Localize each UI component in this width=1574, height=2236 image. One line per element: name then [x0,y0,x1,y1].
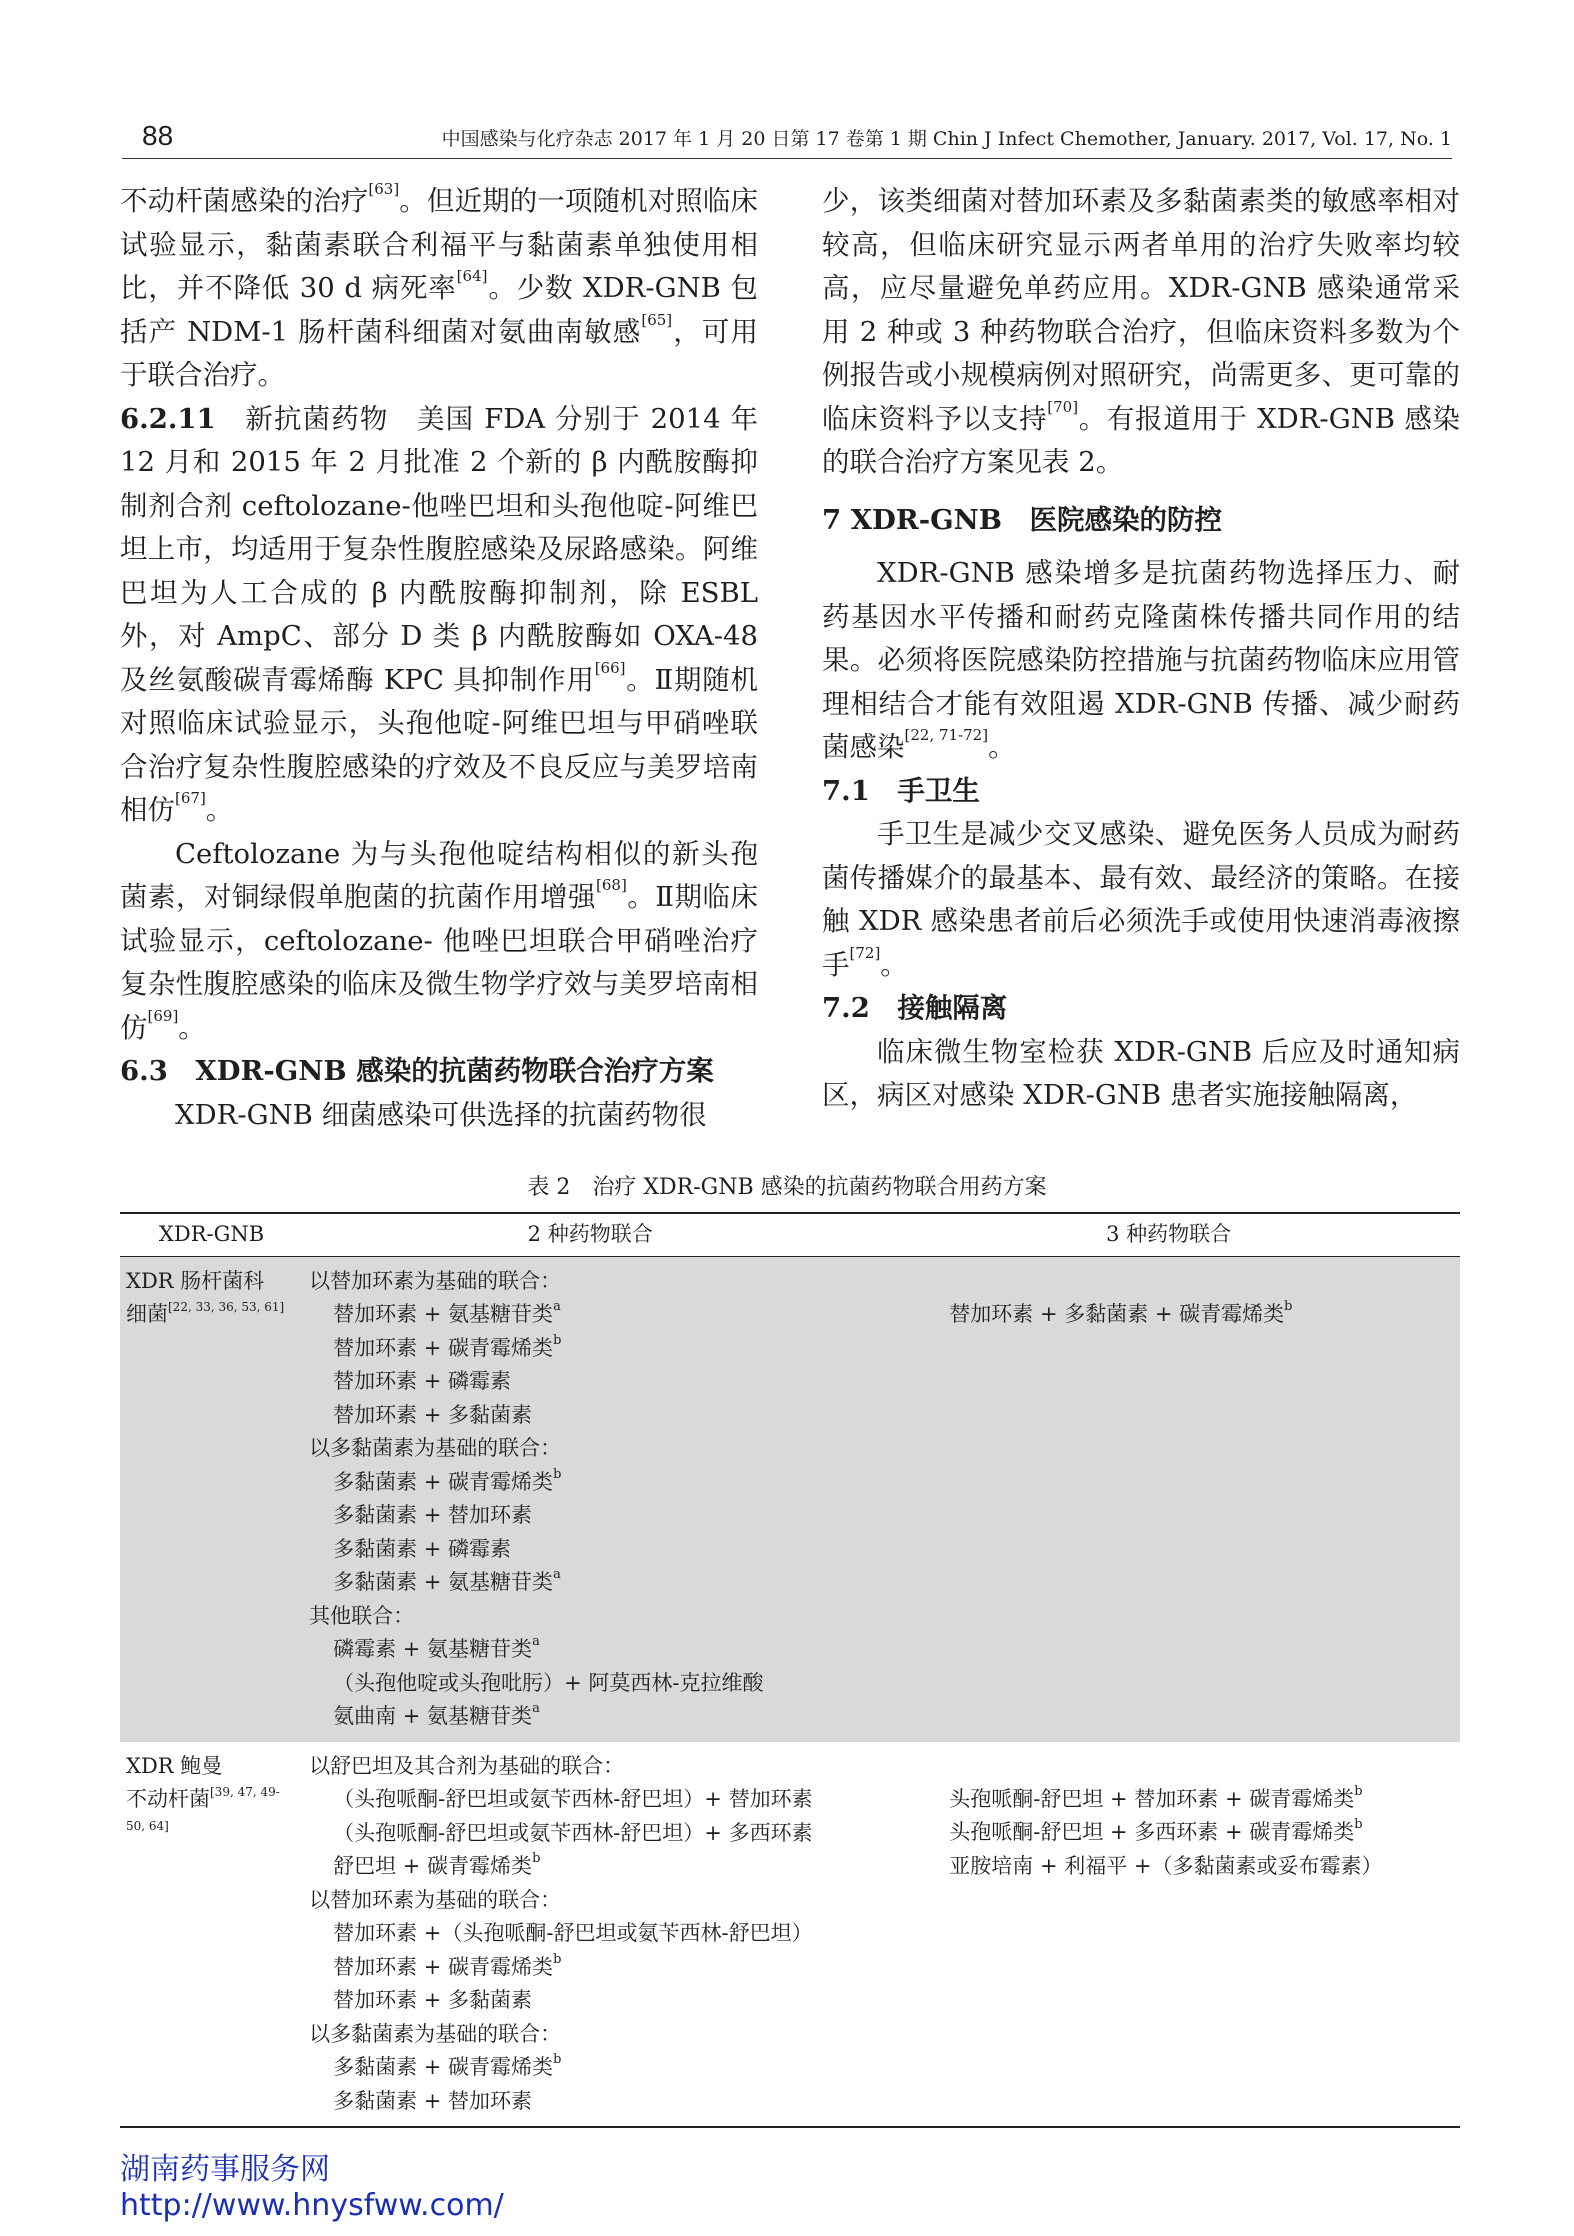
table-caption: 表 2 治疗 XDR-GNB 感染的抗菌药物联合用药方案 [527,1175,1047,1200]
two-drug-cell [303,1256,877,1742]
regimen-line: （头孢他啶或头孢吡肟）+ 阿莫西林-克拉维酸 [333,1670,764,1695]
regimen-line: 以替加环素为基础的联合： [309,1268,562,1293]
paragraph: Ceftolozane 为与头孢他啶结构相似的新头孢菌素，对铜绿假单胞菌的抗菌作用增强[68]。Ⅱ期临床试验显示，ceftolozane- 他唑巴坦联合甲硝唑治疗复杂性腹腔感染的临床及微生物学疗效与美罗培南相仿[69]。 [120,837,758,1044]
regimen-line: 其他联合： [309,1603,415,1628]
paragraph: XDR-GNB 感染增多是抗菌药物选择压力、耐药基因水平传播和耐药克隆菌株传播共同作用的结果。必须将医院感染防控措施与抗菌药物临床应用管理相结合才能有效阻遏 XDR-GNB 传播、减少耐药菌感染[22, 71-72]。 [822,557,1460,763]
paragraph: 手卫生是减少交叉感染、避免医务人员成为耐药菌传播媒介的最基本、最有效、最经济的策略。在接触 XDR 感染患者前后必须洗手或使用快速消毒液擦手[72]。 [822,818,1460,981]
organism-cell: XDR 鲍曼 不动杆菌[39, 47, 49-50, 64] [120,1742,303,2128]
section-heading-6-3: 6.3 XDR-GNB 感染的抗菌药物联合治疗方案 [120,1055,714,1087]
organism-cell: XDR 肠杆菌科 细菌[22, 33, 36, 53, 61] [120,1256,303,1742]
section-heading-7: 7 XDR-GNB 医院感染的防控 [822,503,1223,536]
paragraph-6-2-11: 6.2.11 新抗菌药物 美国 FDA 分别于 2014 年 12 月和 2015 年 2 月批准 2 个新的 β 内酰胺酶抑制剂合剂 ceftolozane-他唑巴坦和头孢他啶-阿维巴坦上市，均适用于复杂性腹腔感染及尿路感染。阿维巴坦为人工合成的 β 内酰胺酶抑制剂，除 ESBL 外，对 AmpC、部分 D 类 β 内酰胺酶如 OXA-48 及丝氨酸碳青霉烯酶 KPC 具抑制作用[66]。Ⅱ期随机对照临床试验显示，头孢他啶-阿维巴坦与甲硝唑联合治疗复杂性腹腔感染的疗效及不良反应与美罗培南相仿[67]。 [120,402,758,826]
watermark-site-name: 湖南药事服务网 [120,2152,330,2187]
three-drug-cell [877,1256,1460,1742]
regimen-line: 替加环素 + 氨基糖苷类$^a$ [333,1299,561,1326]
journal-running-head: 中国感染与化疗杂志 2017 年 1 月 20 日第 17 卷第 1 期 Chin J Infect Chemother, January. 2017, Vol. 17, No. 1 [441,128,1452,150]
regimen-line: 替加环素 + 多黏菌素 [333,1988,533,2012]
section-heading-7-2: 7.2 接触隔离 [822,992,1008,1024]
regimen-line: 替加环素 +（头孢哌酮-舒巴坦或氨苄西林-舒巴坦） [333,1921,813,1945]
regimen-line: 亚胺培南 + 利福平 +（多黏菌素或妥布霉素） [949,1853,1383,1878]
regimen-line: 以多黏菌素为基础的联合： [309,2021,562,2046]
section-heading-7-1: 7.1 手卫生 [822,774,980,807]
regimen-line: 替加环素 + 碳青霉烯类$^b$ [333,1951,562,1979]
paragraph: 不动杆菌感染的治疗[63]。但近期的一项随机对照临床试验显示，黏菌素联合利福平与黏菌素单独使用相比，并不降低 30 d 病死率[64]。少数 XDR-GNB 包括产 NDM-1 肠杆菌科细菌对氨曲南敏感[65]，可用于联合治疗。 [120,180,759,391]
regimen-line: （头孢哌酮-舒巴坦或氨苄西林-舒巴坦）+ 替加环素 [333,1787,813,1811]
paragraph: 少，该类细菌对替加环素及多黏菌素类的敏感率相对较高，但临床研究显示两者单用的治疗失败率均较高，应尽量避免单药应用。XDR-GNB 感染通常采用 2 种或 3 种药物联合治疗，但临床资料多数为个例报告或小规模病例对照研究，尚需更多、更可靠的临床资料予以支持[70]。有报道用于 XDR-GNB 感染的联合治疗方案见表 2。 [822,185,1460,478]
regimen-line: 氨曲南 + 氨基糖苷类$^a$ [333,1701,540,1728]
regimen-line: 替加环素 + 碳青霉烯类$^b$ [333,1332,562,1360]
regimen-line: 以舒巴坦及其合剂为基础的联合： [309,1753,625,1778]
section-title: 新抗菌药物 [245,402,389,435]
regimen-line: 磷霉素 + 氨基糖苷类$^a$ [333,1634,540,1661]
regimen-line: 多黏菌素 + 碳青霉烯类$^b$ [333,2052,562,2079]
regimen-line: 替加环素 + 磷霉素 [333,1369,512,1393]
watermark [120,2152,504,2224]
two-drug-cell [303,1742,877,2128]
regimen-line: 多黏菌素 + 氨基糖苷类$^a$ [333,1567,561,1594]
page-number: 88 [142,120,174,151]
regimen-line: 头孢哌酮-舒巴坦 + 多西环素 + 碳青霉烯类$^b$ [949,1817,1363,1844]
table-row [120,1742,1460,2128]
section-number: 6.2.11 [120,402,216,435]
regimen-line: 多黏菌素 + 替加环素 [333,1503,533,1527]
regimen-line: 多黏菌素 + 碳青霉烯类$^b$ [333,1466,562,1494]
table-header-row [120,1213,1460,1256]
header-organism: XDR-GNB [120,1213,303,1256]
header-two-drug: 2 种药物联合 [303,1213,877,1256]
table-row [120,1256,1460,1742]
regimen-line: 舒巴坦 + 碳青霉烯类$^b$ [333,1851,541,1878]
regimen-line: （头孢哌酮-舒巴坦或氨苄西林-舒巴坦）+ 多西环素 [333,1820,813,1845]
paragraph: XDR-GNB 细菌感染可供选择的抗菌药物很 [175,1098,707,1131]
watermark-url: http://www.hnysfww.com/ [120,2188,504,2223]
right-column [822,180,1460,1118]
three-drug-cell [877,1742,1460,2128]
page-header [122,118,1452,159]
left-column [120,180,758,1137]
regimen-table [120,1212,1460,2128]
regimen-line: 替加环素 + 多黏菌素 [333,1402,533,1427]
regimen-line: 以多黏菌素为基础的联合： [309,1436,562,1460]
regimen-line: 多黏菌素 + 磷霉素 [333,1536,512,1561]
header-three-drug: 3 种药物联合 [877,1213,1460,1256]
regimen-line: 头孢哌酮-舒巴坦 + 替加环素 + 碳青霉烯类$^b$ [949,1783,1363,1811]
paragraph: 临床微生物室检获 XDR-GNB 后应及时通知病区，病区对感染 XDR-GNB 患者实施接触隔离， [822,1035,1460,1111]
regimen-line: 多黏菌素 + 替加环素 [333,2088,533,2113]
regimen-line: 以替加环素为基础的联合： [309,1887,562,1912]
regimen-line: 替加环素 + 多黏菌素 + 碳青霉烯类$^b$ [949,1298,1293,1326]
